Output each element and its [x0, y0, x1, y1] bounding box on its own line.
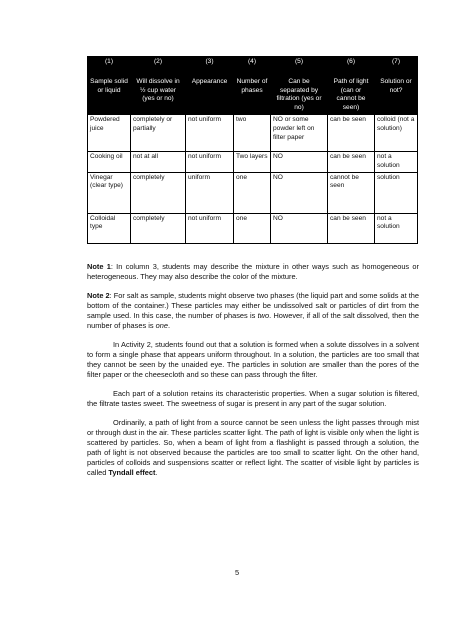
column-label: Sample solid or liquid [90, 78, 128, 94]
table-cell: solution [375, 172, 418, 213]
note-1-text: : In column 3, students may describe the mixture in other ways such as homogeneous or heterogeneous. They may also describe the color of the mixture. [87, 262, 419, 281]
table-cell: completely or partially [131, 115, 186, 152]
column-label: Path of light (can or cannot be seen) [333, 78, 369, 111]
column-label: Appearance [191, 78, 228, 85]
column-label: Can be separated by filtration (yes or no) [276, 78, 322, 111]
column-number: (5) [294, 58, 304, 65]
table-cell: can be seen [328, 213, 375, 243]
table-cell: one [234, 213, 271, 243]
table-cell: Powdered juice [88, 115, 131, 152]
note-2-label: Note 2 [87, 291, 110, 300]
column-number: (6) [346, 58, 356, 65]
paragraph-solution: In Activity 2, students found out that a solution is formed when a solute dissolves in a solvent to form a single phase that appears uniform throughout. In a solution, the particles are too small that they cannot be seen by the unaided eye. The particles in solution are smaller than the pores of the filter paper or the cheesecloth and so these can pass through the filter. [87, 340, 419, 379]
column-number: (2) [153, 58, 163, 65]
table-cell: NO [271, 172, 328, 213]
column-number: (1) [104, 58, 114, 65]
table-cell: not uniform [186, 152, 234, 172]
table-cell: can be seen [328, 115, 375, 152]
table-cell: Colloidal type [88, 213, 131, 243]
note-2-emphasis-one: one [155, 321, 168, 330]
column-label: Number of phases [236, 78, 268, 94]
column-number: (3) [205, 58, 214, 65]
table-cell: one [234, 172, 271, 213]
table-cell: two [234, 115, 271, 152]
table-cell: not a solution [375, 213, 418, 243]
note-1-label: Note 1 [87, 262, 111, 271]
column-header [131, 57, 186, 115]
note-2-text: : For salt as sample, students might observe two phases (the liquid part and some solids at the bottom of the container.) These particles may either be undissolved salt or particles of dirt from the sample used. In this case, the number of phases is [87, 291, 419, 320]
note-2 [87, 291, 419, 331]
table-cell: NO [271, 152, 328, 172]
table-cell: colloid (not a solution) [375, 115, 418, 152]
column-header [186, 57, 234, 115]
table-cell: completely [131, 213, 186, 243]
column-header [88, 57, 131, 115]
table-row [88, 213, 418, 243]
table-cell: completely [131, 172, 186, 213]
table-row [88, 172, 418, 213]
table-cell: NO or some powder left on filter paper [271, 115, 328, 152]
column-number: (7) [391, 58, 401, 65]
table-cell: cannot be seen [328, 172, 375, 213]
table-row [88, 115, 418, 152]
table-row [88, 152, 418, 172]
table-cell: not uniform [186, 213, 234, 243]
observation-table [87, 56, 418, 244]
paragraph-end: . [155, 468, 158, 477]
body-text [87, 262, 419, 487]
table-cell: not uniform [186, 115, 234, 152]
column-number: (4) [247, 58, 257, 65]
page-number: 5 [234, 568, 240, 577]
note-2-text: . However, if all of the salt dissolved, then the number of phases is [87, 311, 419, 330]
paragraph-tyndall [87, 418, 419, 478]
table-cell: not a solution [375, 152, 418, 172]
note-2-emphasis-two: two [257, 311, 270, 320]
column-label: Will dissolve in ½ cup water (yes or no) [136, 78, 180, 103]
note-1 [87, 262, 419, 282]
table-cell: Vinegar (clear type) [88, 172, 131, 213]
column-label: Solution or not? [380, 78, 412, 94]
column-header [328, 57, 375, 115]
column-header [234, 57, 271, 115]
table-header-row [88, 57, 418, 115]
column-header [375, 57, 418, 115]
table-cell: uniform [186, 172, 234, 213]
tyndall-term: Tyndall effect [108, 468, 156, 477]
table-cell: not at all [131, 152, 186, 172]
paragraph-text: Ordinarily, a path of light from a source cannot be seen unless the light passes through mist or through dust in the air. These particles scatter light. The path of light is visible only when the light is scattered by particles. So, when a beam of light from a flashlight is passed through a solution, the path of light is not observed because the particles are too small to scatter light. On the other hand, particles of colloids and suspensions scatter or reflect light. The scatter of visible light by particles is called [87, 418, 419, 477]
table-cell: can be seen [328, 152, 375, 172]
table-cell: Two layers [234, 152, 271, 172]
paragraph-properties: Each part of a solution retains its characteristic properties. When a sugar solution is filtered, the filtrate tastes sweet. The sweetness of sugar is present in any part of the sugar solution. [87, 389, 419, 408]
column-header [271, 57, 328, 115]
table-cell: NO [271, 213, 328, 243]
note-2-text: . [167, 321, 171, 330]
table-cell: Cooking oil [88, 152, 131, 172]
